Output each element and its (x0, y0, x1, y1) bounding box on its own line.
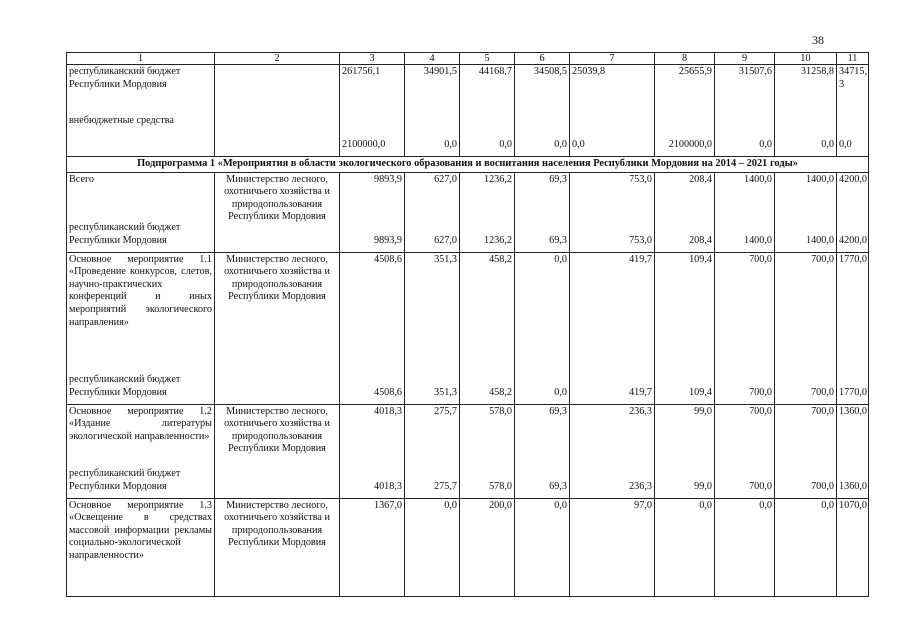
value-bottom: 351,3 (434, 387, 457, 398)
value-bottom: 0,0 (554, 139, 567, 151)
value-top: 0,0 (554, 253, 567, 265)
value-cell (515, 252, 570, 404)
value-top: 4200,0 (839, 173, 868, 185)
value-bottom: 1400,0 (805, 235, 834, 246)
value-cell (405, 404, 460, 498)
value-cell (837, 65, 869, 157)
value-cell (515, 65, 570, 157)
responsible-cell: Министерство лесного, охотничьего хозяйства и природопользования Республики Мордовия (215, 498, 340, 596)
value-bottom: 0,0 (821, 139, 834, 151)
value-top: 275,7 (434, 405, 457, 417)
value-cell (775, 172, 837, 252)
value-top: 25039,8 (572, 66, 606, 77)
table-row (67, 65, 869, 157)
value-cell (340, 252, 405, 404)
value-top: 0,0 (759, 499, 772, 511)
column-number-header: 5 (460, 53, 515, 65)
value-cell (655, 65, 715, 157)
value-top: 4508,6 (373, 253, 402, 265)
value-bottom: 208,4 (689, 235, 712, 246)
value-top: 236,3 (629, 405, 652, 417)
value-cell (515, 498, 570, 596)
value-bottom: 4508,6 (373, 387, 402, 398)
value-cell (340, 65, 405, 157)
value-top: 34901,5 (423, 66, 457, 77)
value-bottom: 0,0 (839, 139, 852, 151)
value-bottom: 753,0 (629, 235, 652, 246)
value-bottom: 627,0 (434, 235, 457, 246)
measure-cell (67, 498, 215, 596)
value-bottom: 0,0 (444, 139, 457, 151)
value-bottom: 2100000,0 (342, 139, 386, 151)
responsible-cell (215, 65, 340, 157)
column-number-header: 6 (515, 53, 570, 65)
value-cell (515, 404, 570, 498)
value-cell (460, 172, 515, 252)
value-cell (837, 404, 869, 498)
value-cell (570, 65, 655, 157)
value-bottom: 99,0 (694, 481, 712, 492)
value-top: 351,3 (434, 253, 457, 265)
value-cell (570, 252, 655, 404)
value-cell (775, 252, 837, 404)
value-top: 1400,0 (805, 173, 834, 185)
value-bottom: 69,3 (549, 235, 567, 246)
funding-source-cell (67, 172, 215, 252)
value-top: 200,0 (489, 499, 512, 511)
value-bottom: 700,0 (811, 481, 834, 492)
value-top: 700,0 (749, 405, 772, 417)
total-label: Всего (69, 173, 94, 185)
value-cell (715, 65, 775, 157)
table-row (67, 404, 869, 498)
value-top: 9893,9 (373, 173, 402, 185)
value-top: 1770,0 (839, 253, 868, 265)
value-cell (340, 172, 405, 252)
value-cell (405, 172, 460, 252)
measure-cell (67, 252, 215, 404)
value-cell (775, 498, 837, 596)
value-top: 34715, 3 (839, 66, 868, 90)
value-top: 0,0 (554, 499, 567, 511)
value-bottom: 419,7 (629, 387, 652, 398)
value-top: 4018,3 (373, 405, 402, 417)
value-cell (405, 498, 460, 596)
value-cell (570, 172, 655, 252)
value-bottom: 700,0 (749, 481, 772, 492)
table-row (67, 252, 869, 404)
value-cell (775, 404, 837, 498)
column-number-header: 3 (340, 53, 405, 65)
value-cell (837, 172, 869, 252)
value-top: 34508,5 (533, 66, 567, 77)
value-top: 97,0 (634, 499, 652, 511)
value-top: 753,0 (629, 173, 652, 185)
column-number-header: 1 (67, 53, 215, 65)
value-cell (655, 498, 715, 596)
value-bottom: 4200,0 (839, 235, 868, 246)
table-row (67, 172, 869, 252)
value-bottom: 275,7 (434, 481, 457, 492)
value-bottom: 578,0 (489, 481, 512, 492)
value-cell (340, 404, 405, 498)
column-number-header: 2 (215, 53, 340, 65)
value-bottom: 236,3 (629, 481, 652, 492)
value-top: 1360,0 (839, 405, 868, 417)
value-cell (405, 65, 460, 157)
value-cell (460, 252, 515, 404)
value-cell (340, 498, 405, 596)
value-top: 31258,8 (800, 66, 834, 77)
value-top: 458,2 (489, 253, 512, 265)
budget-label: республиканский бюджет Республики Мордовия (69, 222, 181, 246)
budget-table (66, 52, 869, 597)
value-top: 1070,0 (839, 499, 868, 511)
column-number-row (67, 53, 869, 65)
value-bottom: 9893,9 (373, 235, 402, 246)
budget-label: республиканский бюджет Республики Мордовия (69, 374, 181, 398)
value-bottom: 0,0 (499, 139, 512, 151)
budget-label: республиканский бюджет Республики Мордовия (69, 66, 181, 90)
budget-label: республиканский бюджет Республики Мордовия (69, 468, 181, 492)
value-cell (715, 172, 775, 252)
value-top: 419,7 (629, 253, 652, 265)
value-top: 69,3 (549, 173, 567, 185)
value-bottom: 1236,2 (483, 235, 512, 246)
value-top: 578,0 (489, 405, 512, 417)
value-top: 261756,1 (342, 66, 381, 77)
value-top: 700,0 (811, 405, 834, 417)
extrabudget-label: внебюджетные средства (69, 115, 174, 127)
value-cell (460, 404, 515, 498)
value-cell (655, 172, 715, 252)
value-bottom: 1400,0 (743, 235, 772, 246)
subprogram-header-row (67, 157, 869, 173)
value-cell (570, 404, 655, 498)
subprogram-title: Подпрограмма 1 «Мероприятия в области экологического образования и воспитания населения Республики Мордовия на 2014 – 2021 годы» (67, 157, 869, 173)
value-cell (405, 252, 460, 404)
value-top: 1367,0 (373, 499, 402, 511)
value-bottom: 0,0 (554, 387, 567, 398)
value-cell (715, 252, 775, 404)
value-top: 69,3 (549, 405, 567, 417)
table-row (67, 498, 869, 596)
value-bottom: 700,0 (811, 387, 834, 398)
value-bottom: 2100000,0 (668, 139, 712, 151)
value-top: 0,0 (699, 499, 712, 511)
responsible-cell: Министерство лесного, охотничьего хозяйства и природопользования Республики Мордовия (215, 404, 340, 498)
measure-label: Основное мероприятие 1.1 «Проведение конкурсов, слетов, научно-практических конференций и иных мероприятий экологического направления» (69, 253, 212, 328)
value-bottom: 0,0 (572, 139, 585, 151)
value-top: 700,0 (811, 253, 834, 265)
value-cell (837, 252, 869, 404)
value-cell (775, 65, 837, 157)
value-top: 0,0 (821, 499, 834, 511)
value-top: 99,0 (694, 405, 712, 417)
value-bottom: 700,0 (749, 387, 772, 398)
value-top: 31507,6 (738, 66, 772, 77)
value-cell (515, 172, 570, 252)
value-bottom: 1770,0 (839, 387, 868, 398)
value-cell (715, 498, 775, 596)
value-cell (570, 498, 655, 596)
value-top: 627,0 (434, 173, 457, 185)
value-top: 109,4 (689, 253, 712, 265)
value-cell (655, 252, 715, 404)
value-cell (837, 498, 869, 596)
value-top: 44168,7 (478, 66, 512, 77)
value-top: 700,0 (749, 253, 772, 265)
responsible-cell: Министерство лесного, охотничьего хозяйства и природопользования Республики Мордовия (215, 172, 340, 252)
value-bottom: 4018,3 (373, 481, 402, 492)
measure-label: Основное мероприятие 1.2 «Издание литературы экологической направленности» (69, 405, 212, 442)
value-top: 0,0 (444, 499, 457, 511)
measure-cell (67, 404, 215, 498)
value-bottom: 458,2 (489, 387, 512, 398)
value-cell (655, 404, 715, 498)
column-number-header: 9 (715, 53, 775, 65)
value-bottom: 109,4 (689, 387, 712, 398)
funding-source-cell (67, 65, 215, 157)
value-top: 1400,0 (743, 173, 772, 185)
measure-label: Основное мероприятие 1.3 «Освещение в средствах массовой информации рекламы социально-экологической направленности» (69, 499, 212, 561)
responsible-cell: Министерство лесного, охотничьего хозяйства и природопользования Республики Мордовия (215, 252, 340, 404)
value-top: 1236,2 (483, 173, 512, 185)
page-number: 38 (812, 33, 824, 47)
value-top: 25655,9 (678, 66, 712, 77)
value-bottom: 0,0 (759, 139, 772, 151)
value-cell (460, 498, 515, 596)
value-bottom: 69,3 (549, 481, 567, 492)
value-cell (460, 65, 515, 157)
column-number-header: 8 (655, 53, 715, 65)
value-bottom: 1360,0 (839, 481, 868, 492)
column-number-header: 11 (837, 53, 869, 65)
column-number-header: 7 (570, 53, 655, 65)
column-number-header: 10 (775, 53, 837, 65)
value-top: 208,4 (689, 173, 712, 185)
value-cell (715, 404, 775, 498)
column-number-header: 4 (405, 53, 460, 65)
